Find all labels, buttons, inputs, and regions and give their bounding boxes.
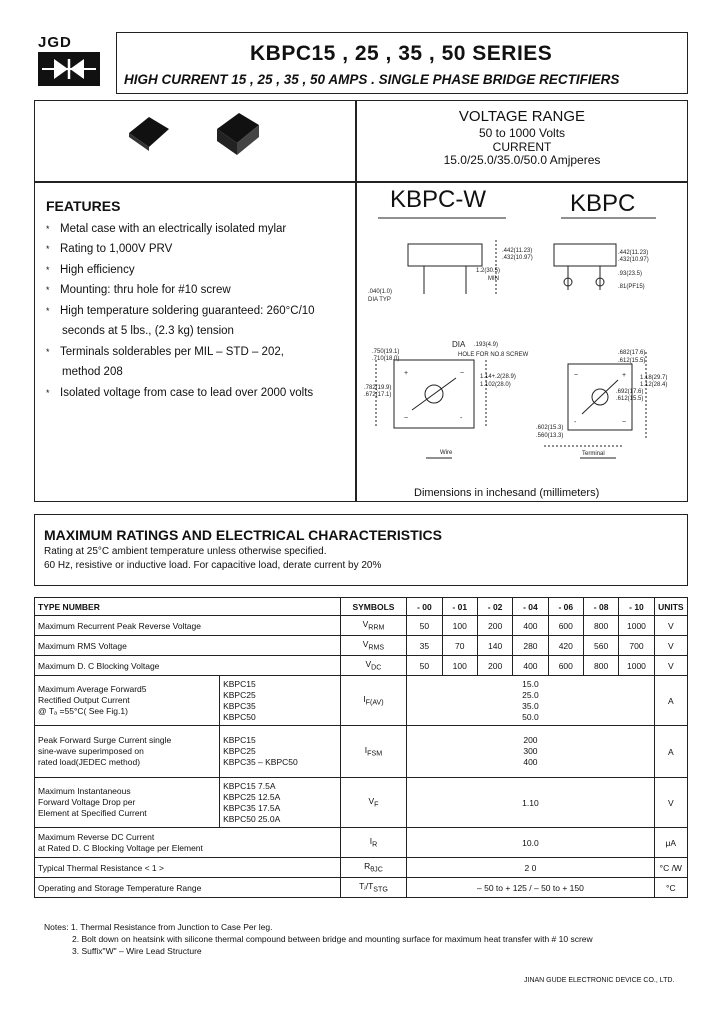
header-grade: - 10	[619, 598, 654, 616]
value-cell: 400	[513, 656, 548, 676]
feature-item-cont: seconds at 5 lbs., (2.3 kg) tension	[62, 325, 234, 337]
feature-item: * Mounting: thru hole for #10 screw	[46, 284, 231, 296]
dim-label: .442(11.23)	[502, 248, 533, 254]
value-cell: 800	[583, 656, 618, 676]
value-cell: 70	[442, 636, 477, 656]
header-grade: - 06	[548, 598, 583, 616]
current-value: 15.0/25.0/35.0/50.0 Amjperes	[443, 153, 601, 167]
table-row	[35, 858, 688, 878]
voltage-range-box	[356, 100, 688, 182]
unit-cell: A	[654, 676, 687, 726]
dim-label: .750(19.1)	[372, 349, 400, 355]
symbol-cell: $V_{RRM}$	[340, 616, 407, 636]
symbol-cell: $R_{\theta JC}$	[340, 858, 407, 878]
value-cell: 200	[477, 616, 512, 636]
dim-label: .612(15.5)	[618, 358, 646, 364]
dim-label: .612(15.5)	[616, 396, 644, 402]
kbpcw-title: KBPC-W	[390, 186, 486, 213]
note-line: Notes: 1. Thermal Resistance from Junction to Case Per leg.	[44, 922, 273, 932]
unit-cell: °C	[654, 878, 687, 898]
svg-text:-: -	[574, 419, 577, 426]
product-photo	[127, 111, 277, 171]
dim-label: .710(18.0)	[372, 356, 400, 362]
header-type: TYPE NUMBER	[35, 598, 341, 616]
param-cell: Maximum RMS Voltage	[35, 636, 341, 656]
dim-label: .93(23.5)	[618, 271, 643, 277]
table-row	[35, 878, 688, 898]
value-cell: 50	[407, 656, 442, 676]
symbol-cell: $V_{RMS}$	[340, 636, 407, 656]
value-cell: 1.10	[407, 778, 654, 828]
table-row	[35, 676, 688, 726]
header-grade: - 04	[513, 598, 548, 616]
symbol-cell: $I_{F(AV)}$	[340, 676, 407, 726]
param-cell: Operating and Storage Temperature Range	[35, 878, 341, 898]
value-cell: 200 300 400	[407, 726, 654, 778]
dim-label: 1.14+.2(28.9)	[480, 374, 516, 380]
header-grade: - 08	[583, 598, 618, 616]
feature-item: * Metal case with an electrically isolated mylar	[46, 223, 287, 235]
value-cell: 1000	[619, 656, 654, 676]
voltage-range-title: VOLTAGE RANGE	[458, 108, 586, 125]
svg-text:+: +	[404, 370, 409, 377]
dim-label: .602(15.3)	[536, 425, 564, 431]
ratings-table	[34, 597, 688, 898]
table-row	[35, 656, 688, 676]
value-cell: 1000	[619, 616, 654, 636]
table-row	[35, 726, 688, 778]
value-cell: 140	[477, 636, 512, 656]
param-cell: Maximum Recurrent Peak Reverse Voltage	[35, 616, 341, 636]
dim-label: .682(17.6)	[618, 350, 646, 356]
param-cell: Maximum Instantaneous Forward Voltage Drop per Element at Specified Current	[35, 778, 220, 828]
unit-cell: V	[654, 616, 687, 636]
feature-item-cont: method 208	[62, 366, 123, 378]
unit-cell: V	[654, 778, 687, 828]
param-cell: Maximum Average Forward5 Rectified Output Current @ Tₐ =55°C( See Fig.1)	[35, 676, 220, 726]
series-title: KBPC15 , 25 , 35 , 50 SERIES	[250, 42, 553, 65]
dim-label: .040(1.0)	[368, 289, 393, 295]
dim-label: 1.18(29.7)	[640, 375, 668, 381]
table-row	[35, 828, 688, 858]
feature-item: * Isolated voltage from case to lead over 2000 volts	[46, 387, 314, 399]
dim-label: .81(PF15)	[618, 284, 645, 290]
voltage-range-value: 50 to 1000 Volts	[478, 126, 566, 140]
table-row	[35, 636, 688, 656]
value-cell: 400	[513, 616, 548, 636]
svg-text:~: ~	[574, 372, 579, 379]
dim-label: 1.2(30.5)	[476, 268, 501, 274]
value-cell: 600	[548, 616, 583, 636]
dim-label: Terminal	[582, 451, 605, 457]
value-cell: 200	[477, 656, 512, 676]
dim-label: .432(10.97)	[502, 255, 533, 261]
value-cell: 280	[513, 636, 548, 656]
value-cell: 100	[442, 616, 477, 636]
notes	[44, 921, 593, 957]
value-cell: 560	[583, 636, 618, 656]
unit-cell: °C /W	[654, 858, 687, 878]
header-grade: - 00	[407, 598, 442, 616]
ratings-note: Rating at 25°C ambient temperature unless otherwise specified.	[44, 546, 327, 557]
symbol-cell: $V_F$	[340, 778, 407, 828]
param-cell: Peak Forward Surge Current single sine-wave superimposed on rated load(JEDEC method)	[35, 726, 220, 778]
value-cell: – 50 to + 125 / – 50 to + 150	[407, 878, 654, 898]
note-line: 2. Bolt down on heatsink with silicone thermal compound between bridge and mounting surface for maximum heat transfer with # 10 screw	[72, 934, 593, 944]
symbol-cell: $Tⱼ/T_{STG}$	[340, 878, 407, 898]
value-cell: 600	[548, 656, 583, 676]
ratings-heading: MAXIMUM RATINGS AND ELECTRICAL CHARACTERISTICS	[44, 527, 442, 543]
feature-item: * High temperature soldering guaranteed: 260°C/10	[46, 305, 315, 317]
svg-text:~: ~	[622, 419, 627, 426]
dim-label: .692(17.6)	[616, 389, 644, 395]
model-cell: KBPC15 KBPC25 KBPC35 KBPC50	[220, 676, 341, 726]
unit-cell: V	[654, 636, 687, 656]
dimension-drawing	[356, 182, 688, 482]
value-cell: 2 0	[407, 858, 654, 878]
dim-label: DIA	[452, 340, 466, 349]
dim-label: .193(4.9)	[474, 342, 499, 348]
photo-box	[34, 100, 356, 182]
table-row	[35, 616, 688, 636]
value-cell: 700	[619, 636, 654, 656]
dim-label: MIN	[488, 276, 499, 282]
features-heading: FEATURES	[46, 198, 121, 214]
feature-item: * High efficiency	[46, 264, 135, 276]
symbol-cell: $I_R$	[340, 828, 407, 858]
dim-label: .432(10.97)	[618, 257, 649, 263]
value-cell: 50	[407, 616, 442, 636]
header-grade: - 01	[442, 598, 477, 616]
dim-label: .442(11.23)	[618, 250, 649, 256]
unit-cell: A	[654, 726, 687, 778]
symbol-cell: $I_{FSM}$	[340, 726, 407, 778]
current-title: CURRENT	[492, 140, 552, 154]
table-row	[35, 778, 688, 828]
svg-text:~: ~	[404, 415, 409, 422]
model-cell: KBPC15 7.5A KBPC25 12.5A KBPC35 17.5A KBPC50 25.0A	[220, 778, 341, 828]
table-header-row	[35, 598, 688, 616]
note-line: 3. Suffix"W" – Wire Lead Structure	[72, 946, 202, 956]
param-cell: Maximum Reverse DC Current at Rated D. C Blocking Voltage per Element	[35, 828, 341, 858]
ratings-note: 60 Hz, resistive or inductive load. For capacitive load, derate current by 20%	[44, 560, 382, 571]
feature-item: * Terminals solderables per MIL – STD – 202,	[46, 346, 284, 358]
value-cell: 800	[583, 616, 618, 636]
header-symbols: SYMBOLS	[340, 598, 407, 616]
svg-text:-: -	[460, 415, 463, 422]
dim-label: 1.102(28.0)	[480, 382, 511, 388]
company-name: JINAN GUDE ELECTRONIC DEVICE CO., LTD.	[524, 977, 675, 984]
value-cell: 15.0 25.0 35.0 50.0	[407, 676, 654, 726]
dim-label: .560(13.3)	[536, 433, 564, 439]
kbpc-title: KBPC	[570, 190, 636, 217]
param-cell: Typical Thermal Resistance < 1 >	[35, 858, 341, 878]
model-cell: KBPC15 KBPC25 KBPC35 – KBPC50	[220, 726, 341, 778]
feature-item: * Rating to 1,000V PRV	[46, 243, 173, 255]
unit-cell: μA	[654, 828, 687, 858]
value-cell: 10.0	[407, 828, 654, 858]
dim-label: DIA TYP	[368, 297, 391, 303]
value-cell: 420	[548, 636, 583, 656]
dim-label: .672(17.1)	[364, 392, 392, 398]
dim-label: Wire	[440, 450, 453, 456]
logo-diode-icon	[38, 52, 100, 86]
unit-cell: V	[654, 656, 687, 676]
svg-text:~: ~	[460, 370, 465, 377]
dimensions-caption: Dimensions in inchesand (millimeters)	[414, 487, 600, 499]
header-units: UNITS	[654, 598, 687, 616]
value-cell: 100	[442, 656, 477, 676]
param-cell: Maximum D. C Blocking Voltage	[35, 656, 341, 676]
dim-label: HOLE FOR NO.8 SCREW	[458, 352, 529, 358]
logo-text: JGD	[38, 34, 72, 51]
dim-label: 1.12(28.4)	[640, 382, 668, 388]
series-subtitle: HIGH CURRENT 15 , 25 , 35 , 50 AMPS . SINGLE PHASE BRIDGE RECTIFIERS	[124, 72, 620, 87]
header-grade: - 02	[477, 598, 512, 616]
symbol-cell: $V_{DC}$	[340, 656, 407, 676]
dim-label: .782(19.9)	[364, 385, 392, 391]
value-cell: 35	[407, 636, 442, 656]
svg-text:+: +	[622, 372, 627, 379]
